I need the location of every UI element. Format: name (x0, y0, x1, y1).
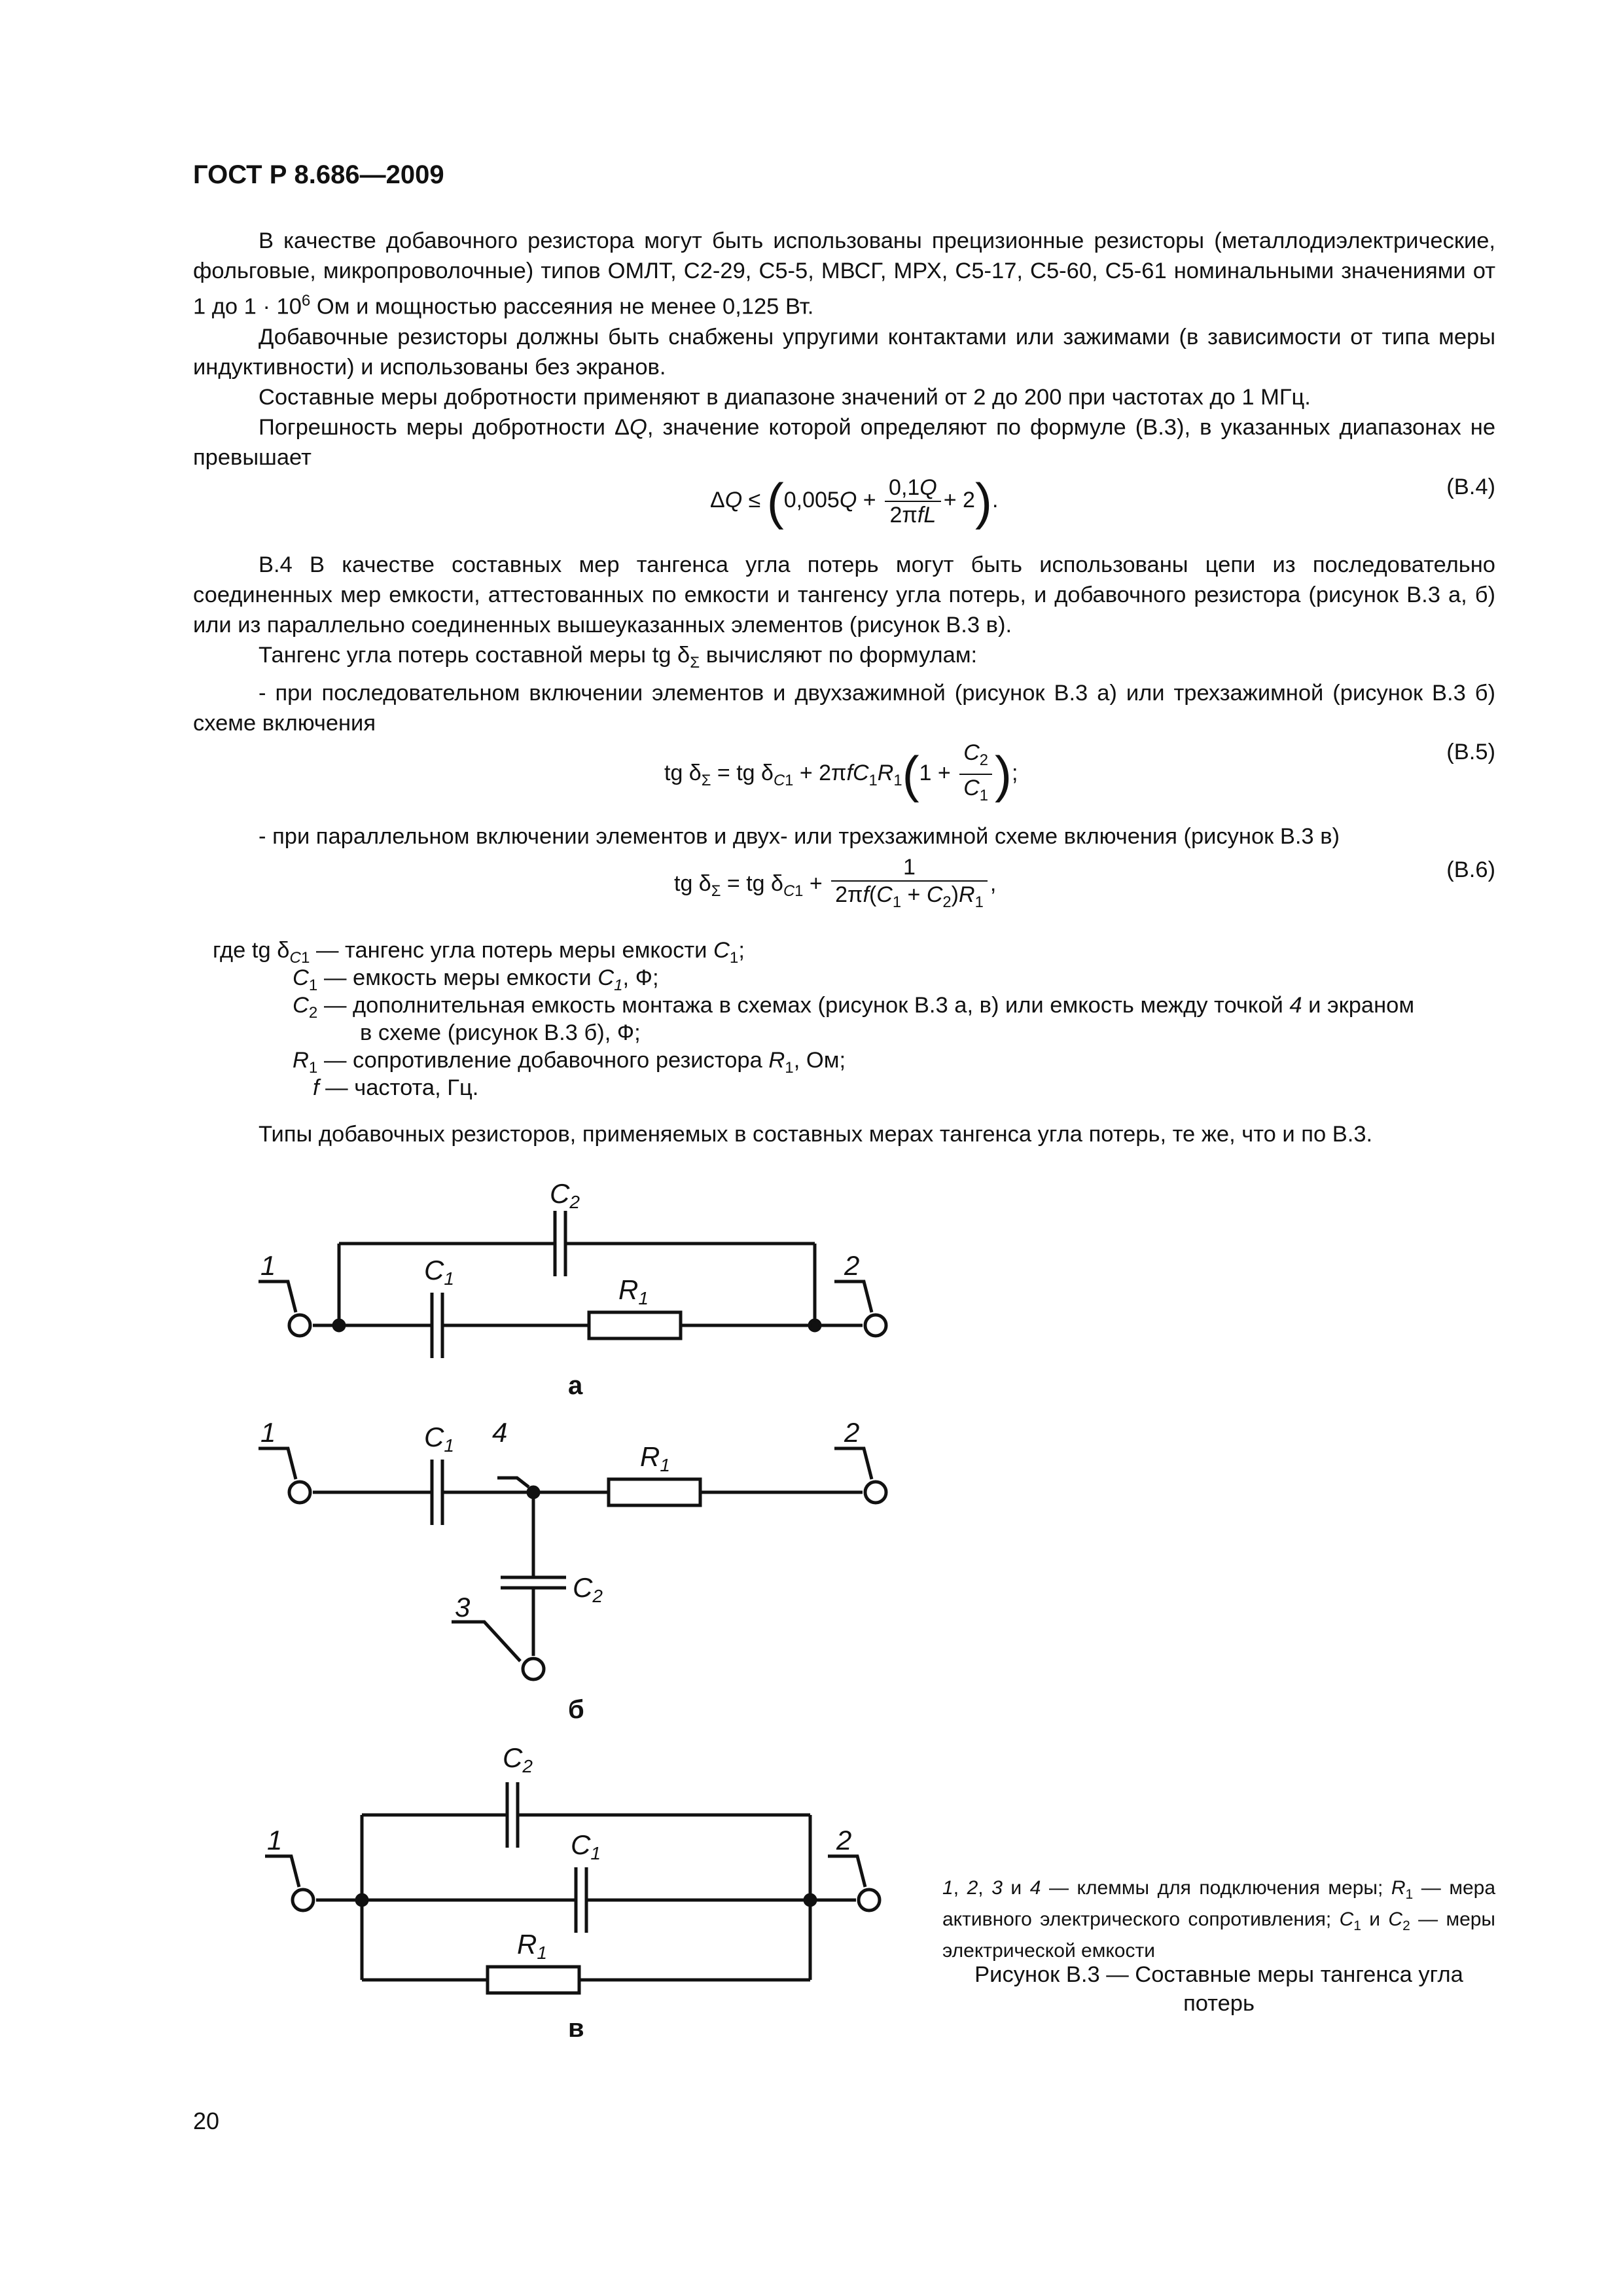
formula-b5: tg $\delta_\Sigma$ = tg $\delta_{C1} + 2\pi fC_1R_1(1$ + $\frac{C_2}{C_1}$ ); (664, 740, 1018, 809)
document-header: ГОСТ Р 8.686—2009 (193, 160, 444, 189)
label-a-terminal-2: 2 (844, 1250, 860, 1281)
label-v-c1: C1 (571, 1829, 601, 1863)
formula-b5-lhs: tg $\delta_\Sigma$ = tg $\delta_{C1} + 2\pi fC_1R_1$ (664, 760, 902, 789)
label-v-r1: R1 (517, 1929, 547, 1963)
subfigure-label-a: а (568, 1371, 583, 1400)
label-v-terminal-2: 2 (836, 1825, 852, 1856)
label-a-c1: C1 (424, 1255, 454, 1289)
figure-legend: 1, 2, 3 и 4 — клеммы для подключения меры; $R_1$ — мера активного электрического сопротивления; $C_1$ и $C_2$ — меры электрической емкости (942, 1877, 1496, 1962)
paragraph-series-case: - при последовательном включении элементов и двухзажимной (рисунок В.3 а) или трехзажимной (рисунок В.3 б) схеме включения (193, 680, 1495, 736)
paragraph-parallel-case: - при параллельном включении элементов и двух- или трехзажимной схеме включения (рисунок В.3 в) (259, 824, 1340, 849)
definition-f: f — частота, Гц. (313, 1075, 479, 1100)
paragraph-resistor-types: В качестве добавочного резистора могут быть использованы прецизионные резисторы (металлодиэлектрические, фольговые, микропроволочные) типов ОМЛТ, С2-29, С5-5, МВСГ, МРХ, С5-17, С5-60, С5-61 номинальными значениями от 1 до $1 \cdot 10^6$ Ом и мощностью рассеяния не менее 0,125 Вт. (193, 228, 1495, 319)
label-b-terminal-3: 3 (455, 1592, 471, 1623)
definition-c2: $C_2$ — дополнительная емкость монтажа в схемах (рисунок В.3 а, в) или емкость между точкой 4 и экраном (293, 993, 1415, 1022)
paragraph-q-range: Составные меры добротности применяют в диапазоне значений от 2 до 200 при частотах до 1 МГц. (259, 384, 1311, 410)
circuit-v (265, 1782, 880, 1993)
label-b-c2: C2 (573, 1572, 603, 1606)
formula-b4-fraction: $\frac{0,1Q}{\text{2πfL}}$ (885, 475, 941, 528)
label-b-c1: C1 (424, 1422, 454, 1456)
page-number: 20 (193, 2108, 220, 2134)
equation-number-b5: (В.5) (1446, 740, 1495, 764)
paragraph-tan-formulas: Тангенс угла потерь составной меры tg $\delta_\Sigma$ вычисляют по формулам: (259, 643, 978, 672)
paragraph-resistor-contacts: Добавочные резисторы должны быть снабжены упругими контактами или зажимами (в зависимости от типа меры индуктивности) и использованы без экранов. (193, 324, 1495, 380)
subfigure-label-v: в (568, 2014, 584, 2043)
formula-b4-term2: + 2 (943, 487, 975, 512)
label-v-terminal-1: 1 (267, 1825, 283, 1856)
label-a-c2: C2 (550, 1178, 580, 1212)
label-a-r1: R1 (618, 1274, 649, 1308)
label-v-c2: C2 (503, 1742, 533, 1776)
figure-caption: Рисунок В.3 — Составные меры тангенса угла потерь (974, 1962, 1463, 2016)
equation-number-b4: (В.4) (1446, 475, 1495, 499)
label-b-terminal-2: 2 (844, 1417, 860, 1448)
label-a-terminal-1: 1 (260, 1250, 276, 1281)
paragraph-resistor-types-ref: Типы добавочных резисторов, применяемых в составных мерах тангенса угла потерь, те же, что и по В.3. (259, 1122, 1373, 1147)
definition-tan-c1: где tg $\delta_{C1}$ — тангенс угла потерь меры емкости $C_1$; (213, 938, 745, 967)
formula-b6-fraction: $\frac{1}{2\pi f(C_1 + C_2)R_1}$ (831, 854, 988, 916)
formula-b4-term1: 0,005Q + (783, 487, 876, 512)
formula-b4-lhs: ΔQ ≤ (710, 487, 761, 512)
circuit-a (259, 1211, 886, 1358)
definition-c2-continued: в схеме (рисунок В.3 б), Ф; (360, 1020, 641, 1045)
formula-b6-lhs: tg $\delta_\Sigma$ = tg $\delta_{C1}$ + (674, 870, 823, 900)
paragraph-b4-intro: В.4 В качестве составных мер тангенса угла потерь могут быть использованы цепи из последовательно соединенных мер емкости, аттестованных по емкости и тангенсу угла потерь, и добавочного резистора (рисунок В.3 а, б) или из параллельно соединенных вышеуказанных элементов (рисунок В.3 в). (193, 552, 1495, 637)
formula-b6: tg $\delta_\Sigma$ = tg $\delta_{C1}$ + $\frac{1}{2\pi f(C_1 + C_2)R_1}$ , (674, 854, 996, 916)
paragraph-q-error: Погрешность меры добротности ΔQ, значение которой определяют по формуле (В.3), в указанных диапазонах не превышает (193, 414, 1496, 470)
equation-number-b6: (В.6) (1446, 857, 1495, 882)
label-b-terminal-1: 1 (260, 1417, 276, 1448)
formula-b4: ΔQ ≤ (0,005Q + $\frac{0,1Q}{\text{2πfL}}$ + 2). (710, 473, 999, 530)
label-b-r1: R1 (640, 1441, 670, 1475)
circuit-b (259, 1448, 886, 1679)
formula-b5-fraction: $\frac{C_2}{C_1}$ (959, 740, 992, 809)
subfigure-label-b: б (568, 1695, 584, 1724)
label-b-terminal-4: 4 (492, 1417, 508, 1448)
definition-c1: $C_1$ — емкость меры емкости $C_1$, Ф; (293, 965, 659, 994)
definition-r1: $R_1$ — сопротивление добавочного резистора $R_1$, Ом; (293, 1048, 846, 1077)
